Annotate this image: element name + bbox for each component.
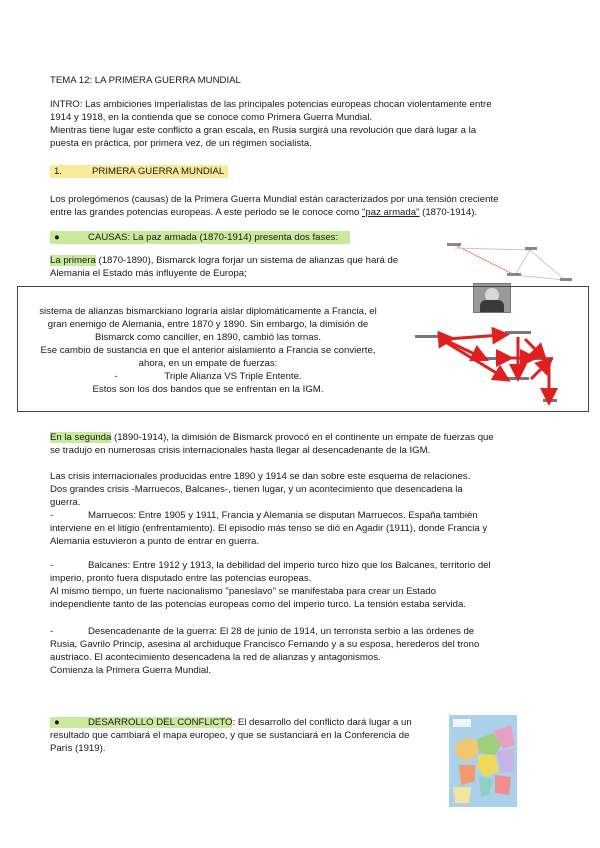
first-phase-text: (1870-1890), Bismarck logra forjar un sistema de alianzas que hará de <box>95 255 399 266</box>
paz-armada-term: "paz armada" <box>362 207 420 218</box>
bullet-icon: ● <box>54 717 60 728</box>
trigger-paragraph <box>50 625 580 677</box>
box-line: Ese cambio de sustancia en que el anterior aislamiento a Francia se convierte, <box>40 345 376 356</box>
box-line: sistema de alianzas bismarckiano lograría aislar diplomáticamente a Francia, el <box>39 306 377 317</box>
crisis-paragraph <box>50 470 580 509</box>
dash: - <box>50 560 54 571</box>
trigger-text: Desencadenante de la guerra: El 28 de junio de 1914, un terrorista serbio a las órdenes de <box>88 626 475 637</box>
crisis-line: Las crisis internacionales producidas entre 1890 y 1914 se dan sobre este esquema de relaciones. <box>50 471 471 482</box>
development-label: DESARROLLO DEL CONFLICTO <box>88 717 233 728</box>
bullet-icon: ● <box>54 232 60 243</box>
causes-text: entre las grandes potencias europeas. A este periodo se le conoce como <box>50 207 362 218</box>
first-phase-line: Alemania el Estado más influyente de Europa; <box>50 268 247 279</box>
morocco-text: Marruecos: Entre 1905 y 1911, Francia y Alemania se disputan Marruecos. España también <box>88 510 478 521</box>
trigger-line: Rusia, Gavrilo Princip, asesina al archiduque Francisco Fernando y a su esposa, herederos del trono <box>50 639 480 650</box>
balkans-line <box>50 559 580 572</box>
crisis-line: Dos grandes crisis -Marruecos, Balcanes-, tienen lugar, y un acontecimiento que desencadena la <box>50 484 463 495</box>
alliances-arrow-diagram <box>413 327 563 407</box>
second-phase-text: (1890-1914), la dimisión de Bismarck provocó en el continente un empate de fuerzas que <box>111 432 494 443</box>
balkans-paragraph <box>50 559 580 611</box>
dash: - <box>114 371 118 382</box>
development-line <box>50 716 445 729</box>
development-text: : El desarrollo del conflicto dará lugar a un <box>232 717 412 728</box>
first-phase-highlight: La primera <box>50 255 96 266</box>
causes-text: (1870-1914). <box>419 207 478 218</box>
balkans-line: Al mismo tiempo, un fuerte nacionalismo "paneslavo" se manifestaba para crear un Estado <box>50 586 436 597</box>
causes-line <box>50 206 570 219</box>
intro-line: 1914 y 1918, en la contienda que se conoce como Primera Guerra Mundial. <box>50 112 373 123</box>
box-line: Bismarck como canciller, en 1890, cambió las tornas. <box>94 332 322 343</box>
morocco-line: interviene en el litigio (enfrentamiento). El episodio más tenso se dió en Agadir (1911), donde Francia y <box>50 523 488 534</box>
intro-line: puesta en práctica, por primera vez, de un régimen socialista. <box>50 138 312 149</box>
section-label: PRIMERA GUERRA MUNDIAL <box>92 166 225 177</box>
box-line: ahora, en un empate de fuerzas: <box>138 358 278 369</box>
morocco-line <box>50 509 580 522</box>
dash: - <box>50 626 54 637</box>
causes-bullet <box>50 231 350 244</box>
dash: - <box>50 510 54 521</box>
box-text <box>18 305 398 396</box>
balkans-line: imperio, pronto fuera disputado entre las potencias europeas. <box>50 573 312 584</box>
crisis-line: guerra. <box>50 497 81 508</box>
section-heading <box>50 165 228 178</box>
box-line: gran enemigo de Alemania, entre 1870 y 1890. Sin embargo, la dimisión de <box>47 319 369 330</box>
balkans-text: Balcanes: Entre 1912 y 1913, la debilidad del imperio turco hizo que los Balcanes, territorio del <box>88 560 491 571</box>
box-line: Estos son los dos bandos que se enfrentan en la IGM. <box>92 384 324 395</box>
development-line: París (1919). <box>50 743 106 754</box>
europe-map-image <box>449 715 517 807</box>
development-line: resultado que cambiará el mapa europeo, y que se sustanciará en la Conferencia de <box>50 730 410 741</box>
alliances-versus: Triple Alianza VS Triple Entente. <box>164 371 302 382</box>
causes-paragraph <box>50 193 570 219</box>
second-phase-paragraph <box>50 431 580 457</box>
bismarck-system-box <box>17 286 589 412</box>
intro-line: INTRO: Las ambiciones imperialistas de las principales potencias europeas chocan violentamente entre <box>50 99 492 110</box>
development-paragraph <box>50 716 445 755</box>
causes-line: Los prolegómenos (causas) de la Primera Guerra Mundial están caracterizados por una tensión creciente <box>50 194 499 205</box>
second-phase-line: se tradujo en numerosas crisis internacionales hasta llegar al desencadenante de la IGM. <box>50 445 431 456</box>
causes-bullet-label: CAUSAS: La paz armada (1870-1914) presenta dos fases: <box>88 232 339 243</box>
second-phase-highlight: En la segunda <box>50 432 112 443</box>
box-line <box>18 370 398 383</box>
first-phase-paragraph <box>50 254 450 280</box>
first-phase-line <box>50 254 450 267</box>
morocco-paragraph <box>50 509 580 548</box>
trigger-line: Comienza la Primera Guerra Mundial. <box>50 665 212 676</box>
balkans-line: independiente tanto de las potencias europeas como del imperio turco. La tensión estaba servida. <box>50 599 466 610</box>
morocco-line: Alemania estuvieron a punto de entrar en guerra. <box>50 536 260 547</box>
trigger-line: austriaco. El acontecimiento desencadena la red de alianzas y antagonismos. <box>50 652 381 663</box>
intro-paragraph <box>50 98 570 150</box>
intro-line: Mientras tiene lugar este conflicto a gran escala, en Rusia surgirá una revolución que dará lugar a la <box>50 125 477 136</box>
second-phase-line <box>50 431 580 444</box>
section-number: 1. <box>54 166 63 177</box>
page-title: TEMA 12: LA PRIMERA GUERRA MUNDIAL <box>50 75 241 86</box>
trigger-line <box>50 625 580 638</box>
development-highlight <box>50 717 232 728</box>
